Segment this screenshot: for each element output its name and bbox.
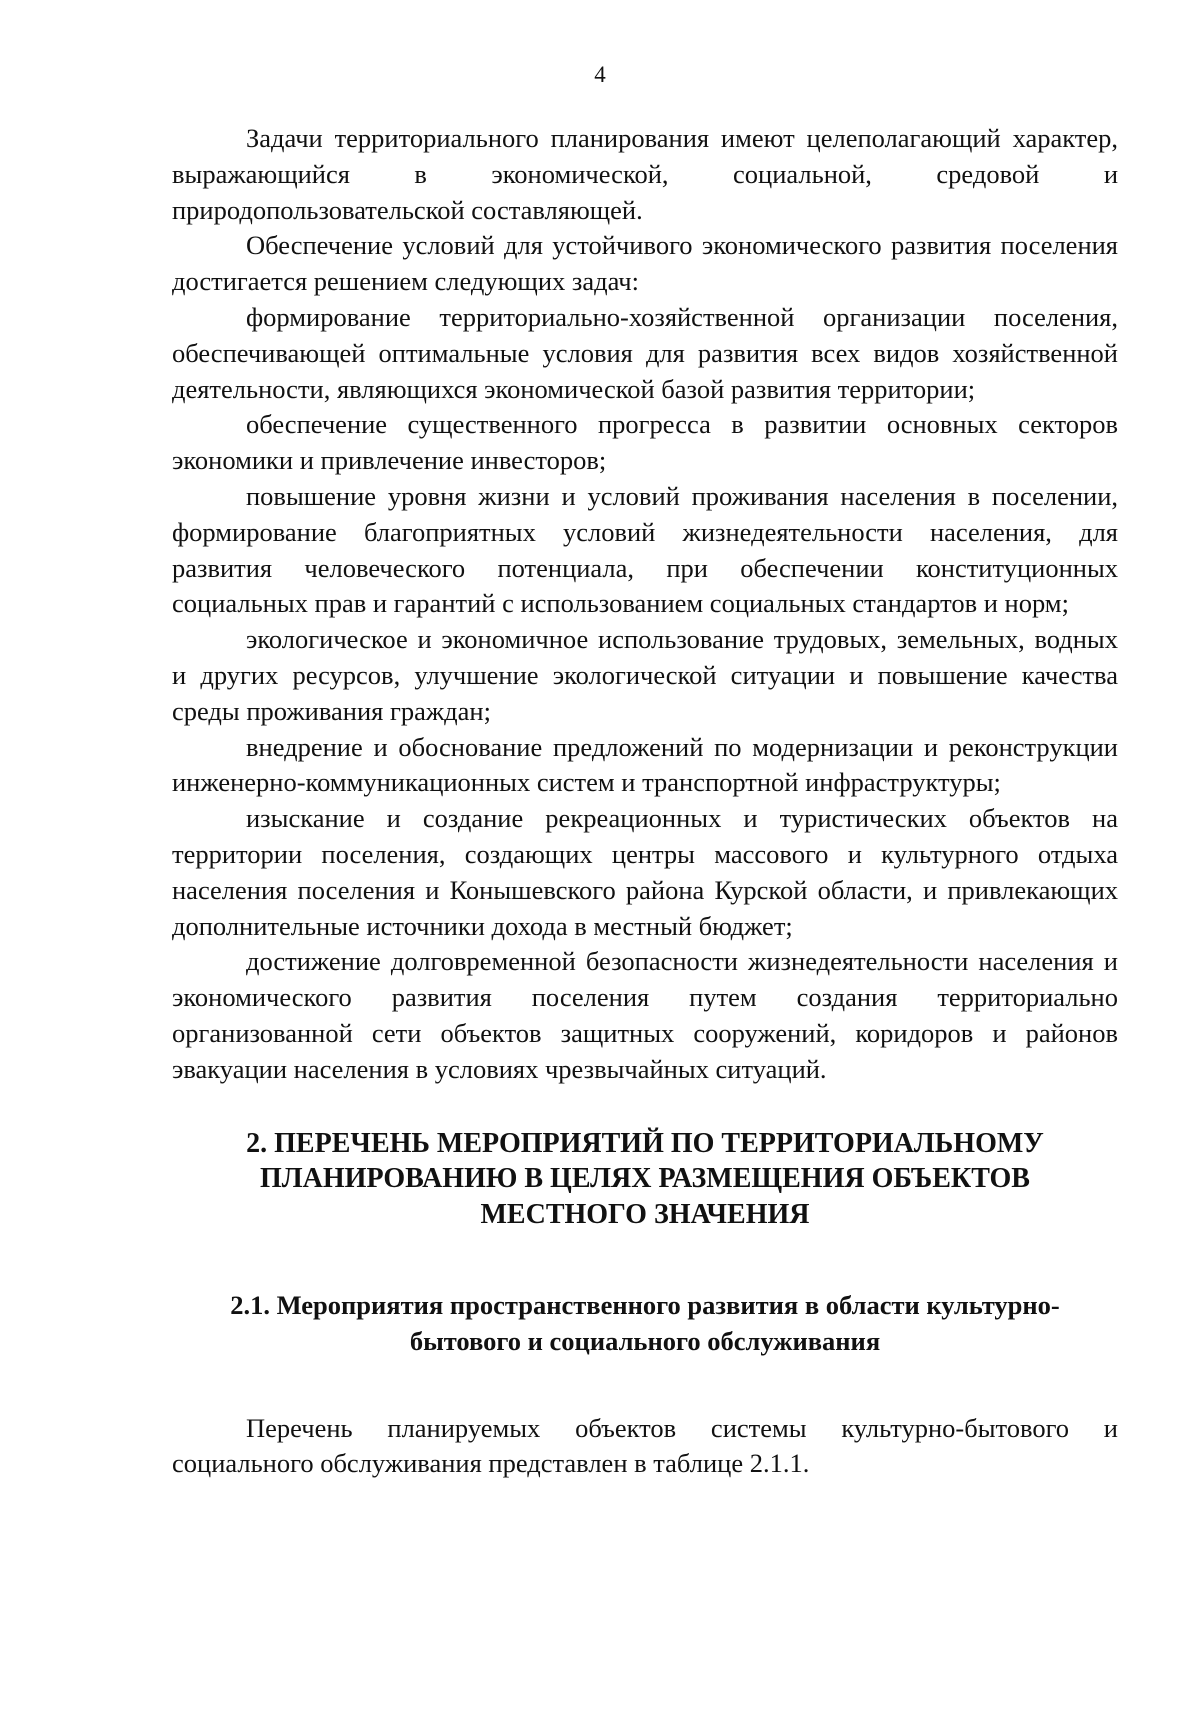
subsection-heading: 2.1. Мероприятия пространственного развития в области культурно-бытового и социального обслуживания (230, 1290, 1060, 1356)
list-item-economic-progress: обеспечение существенного прогресса в развитии основных секторов экономики и привлечение инвесторов; (172, 409, 1118, 476)
section-heading: 2. ПЕРЕЧЕНЬ МЕРОПРИЯТИЙ ПО ТЕРРИТОРИАЛЬНОМУ ПЛАНИРОВАНИЮ В ЦЕЛЯХ РАЗМЕЩЕНИЯ ОБЪЕКТОВ МЕСТНОГО ЗНАЧЕНИЯ (246, 1127, 1044, 1230)
paragraph-economic-conditions: Обеспечение условий для устойчивого экономического развития поселения достигается решением следующих задач: (172, 230, 1118, 297)
list-item-resource-use: экологическое и экономичное использование трудовых, земельных, водных и других ресурсов, улучшение экологической ситуации и повышение качества среды проживания граждан; (172, 624, 1118, 726)
list-item-safety: достижение долговременной безопасности жизнедеятельности населения и экономического развития поселения путем создания территориально организованной сети объектов защитных сооружений, коридоров и районов эвакуации населения в условиях чрезвычайных ситуаций. (172, 946, 1118, 1084)
closing-paragraph: Перечень планируемых объектов системы культурно-бытового и социального обслуживания представлен в таблице 2.1.1. (172, 1412, 1118, 1479)
list-item-living-standards: повышение уровня жизни и условий проживания населения в поселении, формирование благоприятных условий жизнедеятельности населения, для развития человеческого потенциала, при обеспечении конституционных социальных прав и гарантий с использованием социальных стандартов и норм; (172, 480, 1118, 619)
list-item-recreation: изыскание и создание рекреационных и туристических объектов на территории поселения, создающих центры массового и культурного отдыха населения поселения и Конышевского района Курской области, и привлекающих дополнительные источники дохода в местный бюджет; (172, 803, 1118, 941)
paragraph-planning-tasks: Задачи территориального планирования имеют целеполагающий характер, выражающийся в экономической, социальной, средовой и природопользовательской составляющей. (172, 123, 1118, 225)
list-item-infrastructure: внедрение и обоснование предложений по модернизации и реконструкции инженерно-коммуникационных систем и транспортной инфраструктуры; (172, 731, 1118, 798)
list-item-territorial-organization: формирование территориально-хозяйственной организации поселения, обеспечивающей оптимальные условия для развития всех видов хозяйственной деятельности, являющихся экономической базой развития территории; (172, 301, 1118, 404)
page-number: 4 (594, 62, 606, 87)
document-body (172, 121, 1118, 1482)
